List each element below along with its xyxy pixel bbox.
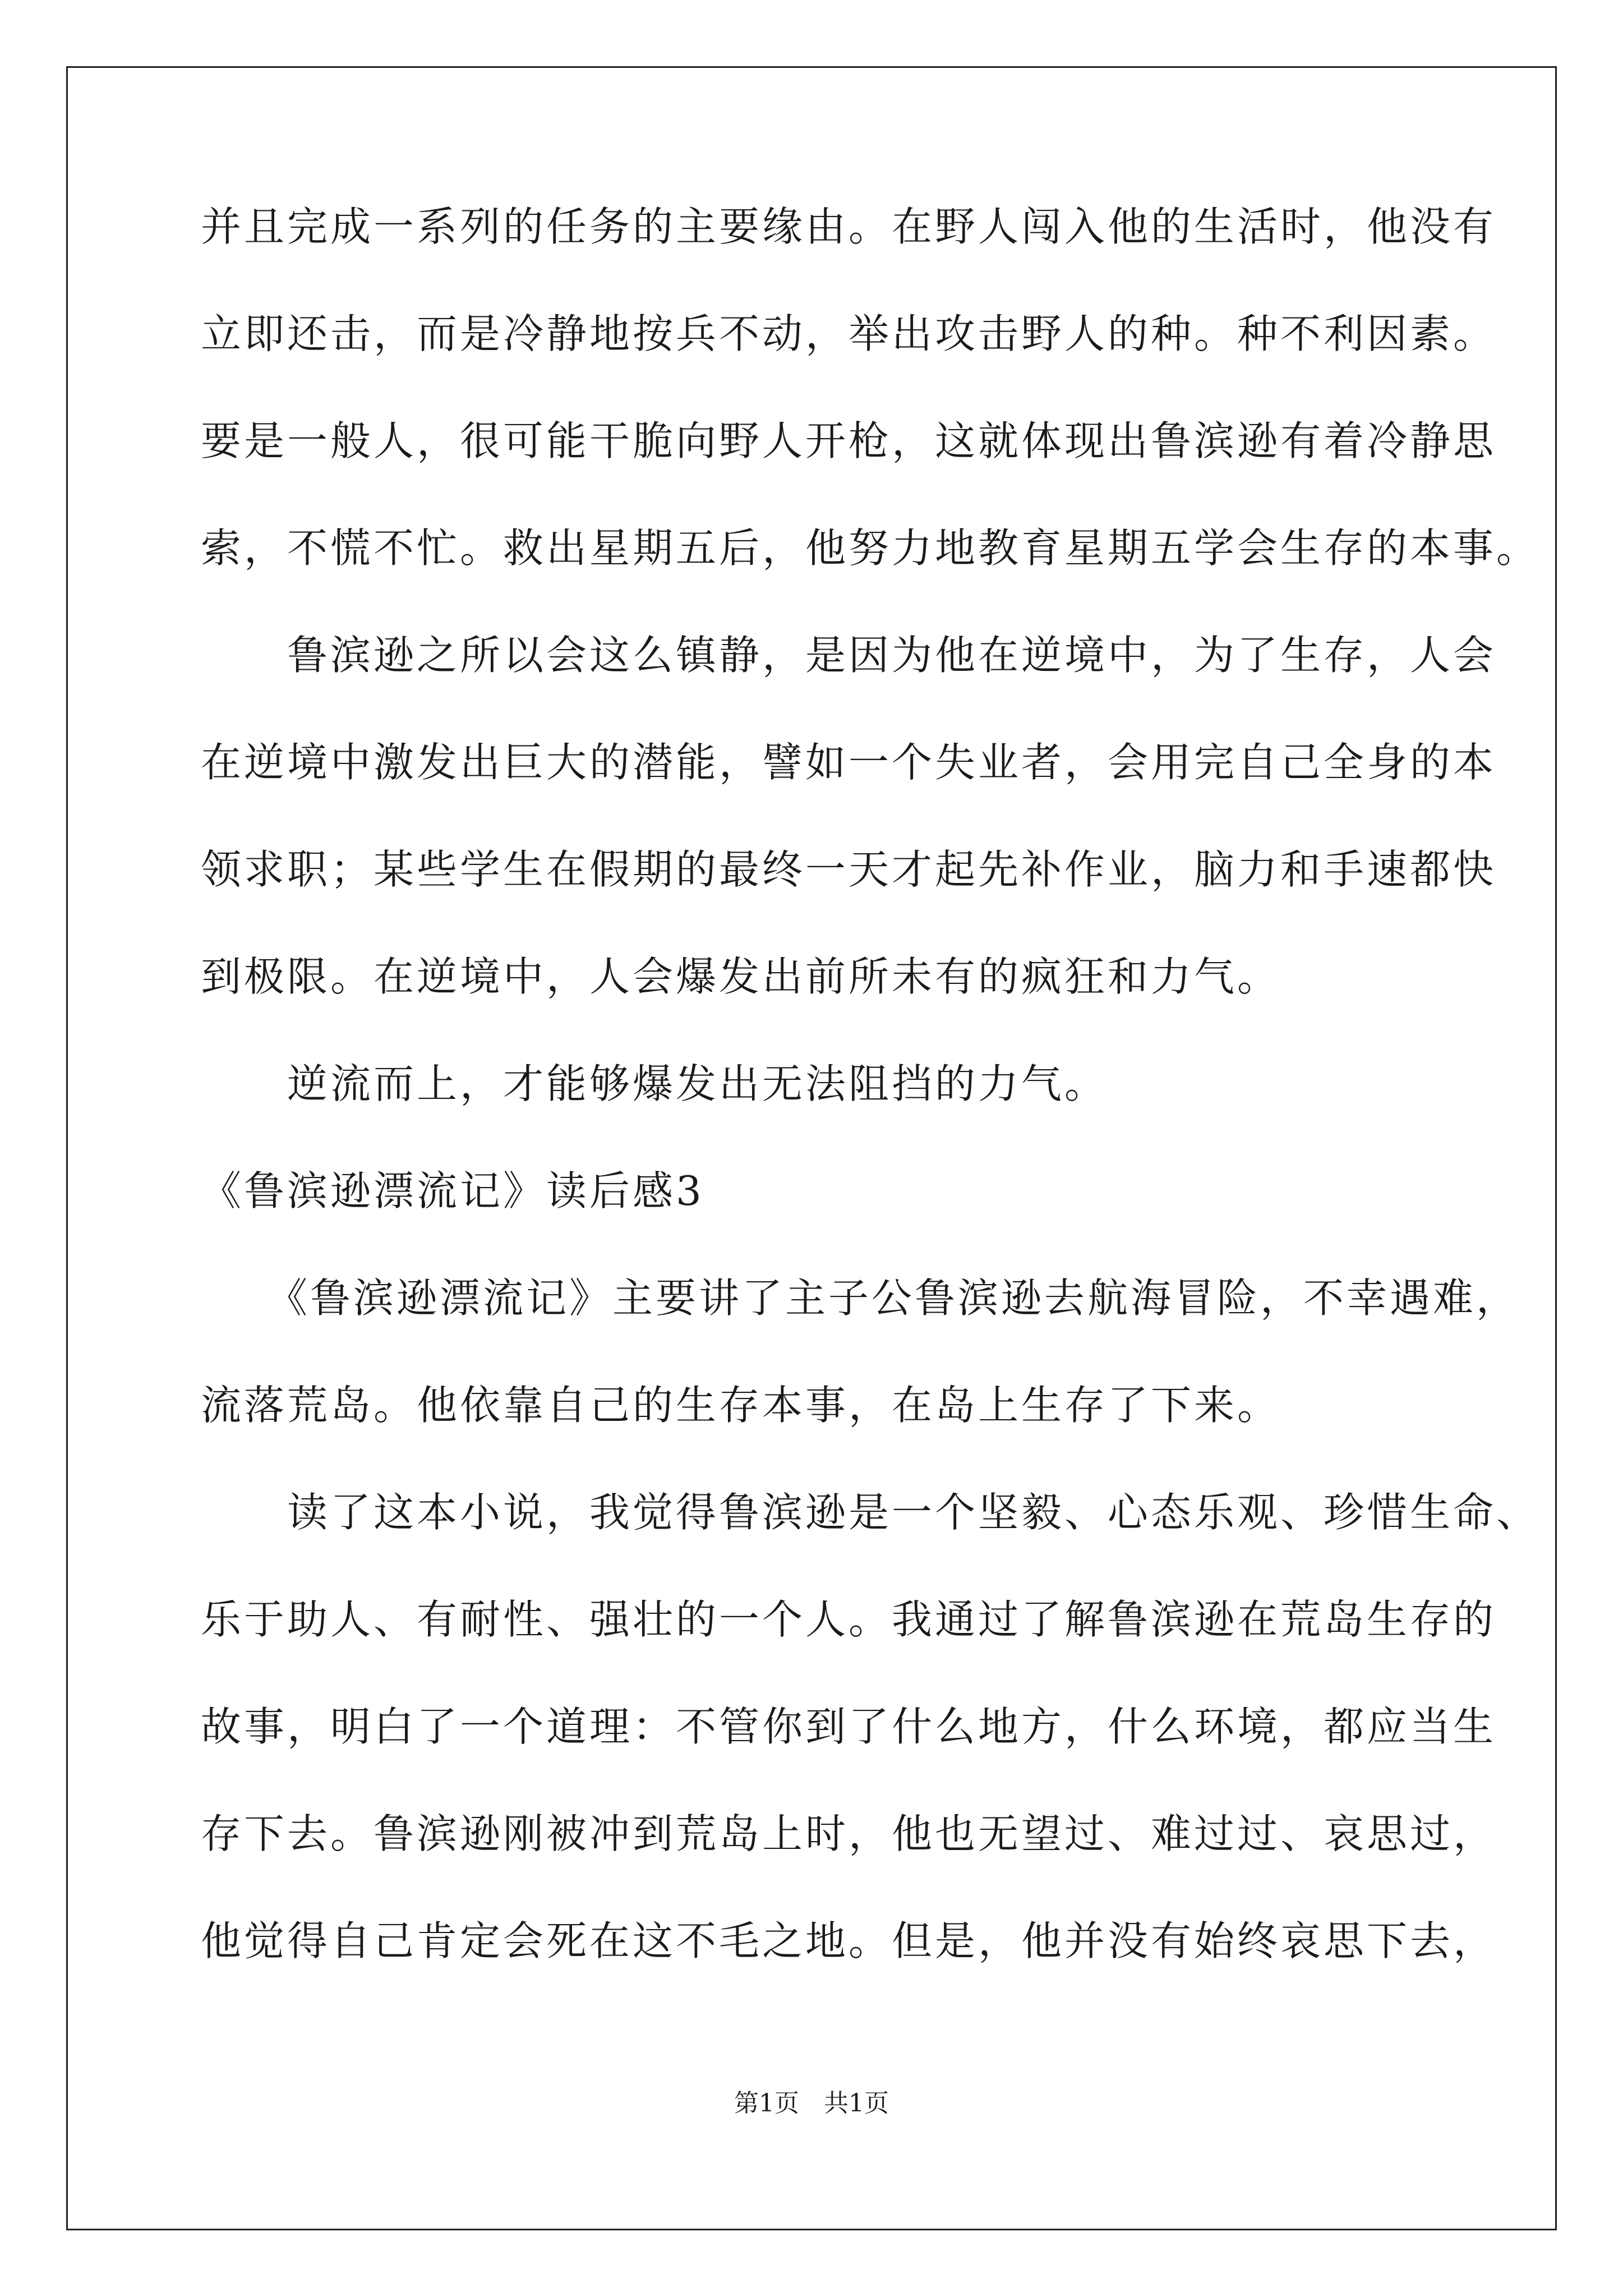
text-line: 存下去。鲁滨逊刚被冲到荒岛上时，他也无望过、难过过、哀思过， [201, 1810, 1497, 1857]
text-line: 索，不慌不忙。救出星期五后，他努力地教育星期五学会生存的本事。 [201, 524, 1540, 572]
text-line: 在逆境中激发出巨大的潜能，譬如一个失业者，会用完自己全身的本 [201, 739, 1497, 786]
text-line: 要是一般人，很可能干脆向野人开枪，这就体现出鲁滨逊有着冷静思 [201, 417, 1497, 464]
text-line: 他觉得自己肯定会死在这不毛之地。但是，他并没有始终哀思下去， [201, 1917, 1497, 1964]
text-line: 流落荒岛。他依靠自己的生存本事，在岛上生存了下来。 [201, 1382, 1281, 1429]
text-line: 逆流而上，才能够爆发出无法阻挡的力气。 [201, 1060, 1108, 1107]
page-footer: 第1页 共1页 [734, 2089, 889, 2118]
document-body [201, 203, 1540, 1964]
text-line: 读了这本小说，我觉得鲁滨逊是一个坚毅、心态乐观、珍惜生命、 [201, 1489, 1540, 1536]
text-line: 乐于助人、有耐性、强壮的一个人。我通过了解鲁滨逊在荒岛生存的 [201, 1596, 1497, 1643]
text-line: 《鲁滨逊漂流记》主要讲了主子公鲁滨逊去航海冒险，不幸遇难， [201, 1274, 1520, 1322]
section-heading: 《鲁滨逊漂流记》读后感3 [201, 1167, 704, 1214]
text-line: 并且完成一系列的任务的主要缘由。在野人闯入他的生活时，他没有 [201, 203, 1497, 250]
text-line: 故事，明白了一个道理：不管你到了什么地方，什么环境，都应当生 [201, 1703, 1497, 1750]
text-line: 到极限。在逆境中，人会爆发出前所未有的疯狂和力气。 [201, 953, 1281, 1000]
text-line: 立即还击，而是冷静地按兵不动，举出攻击野人的种。种不利因素。 [201, 310, 1497, 357]
text-line: 鲁滨逊之所以会这么镇静，是因为他在逆境中，为了生存，人会 [201, 632, 1497, 679]
text-line: 领求职；某些学生在假期的最终一天才起先补作业，脑力和手速都快 [201, 846, 1497, 893]
